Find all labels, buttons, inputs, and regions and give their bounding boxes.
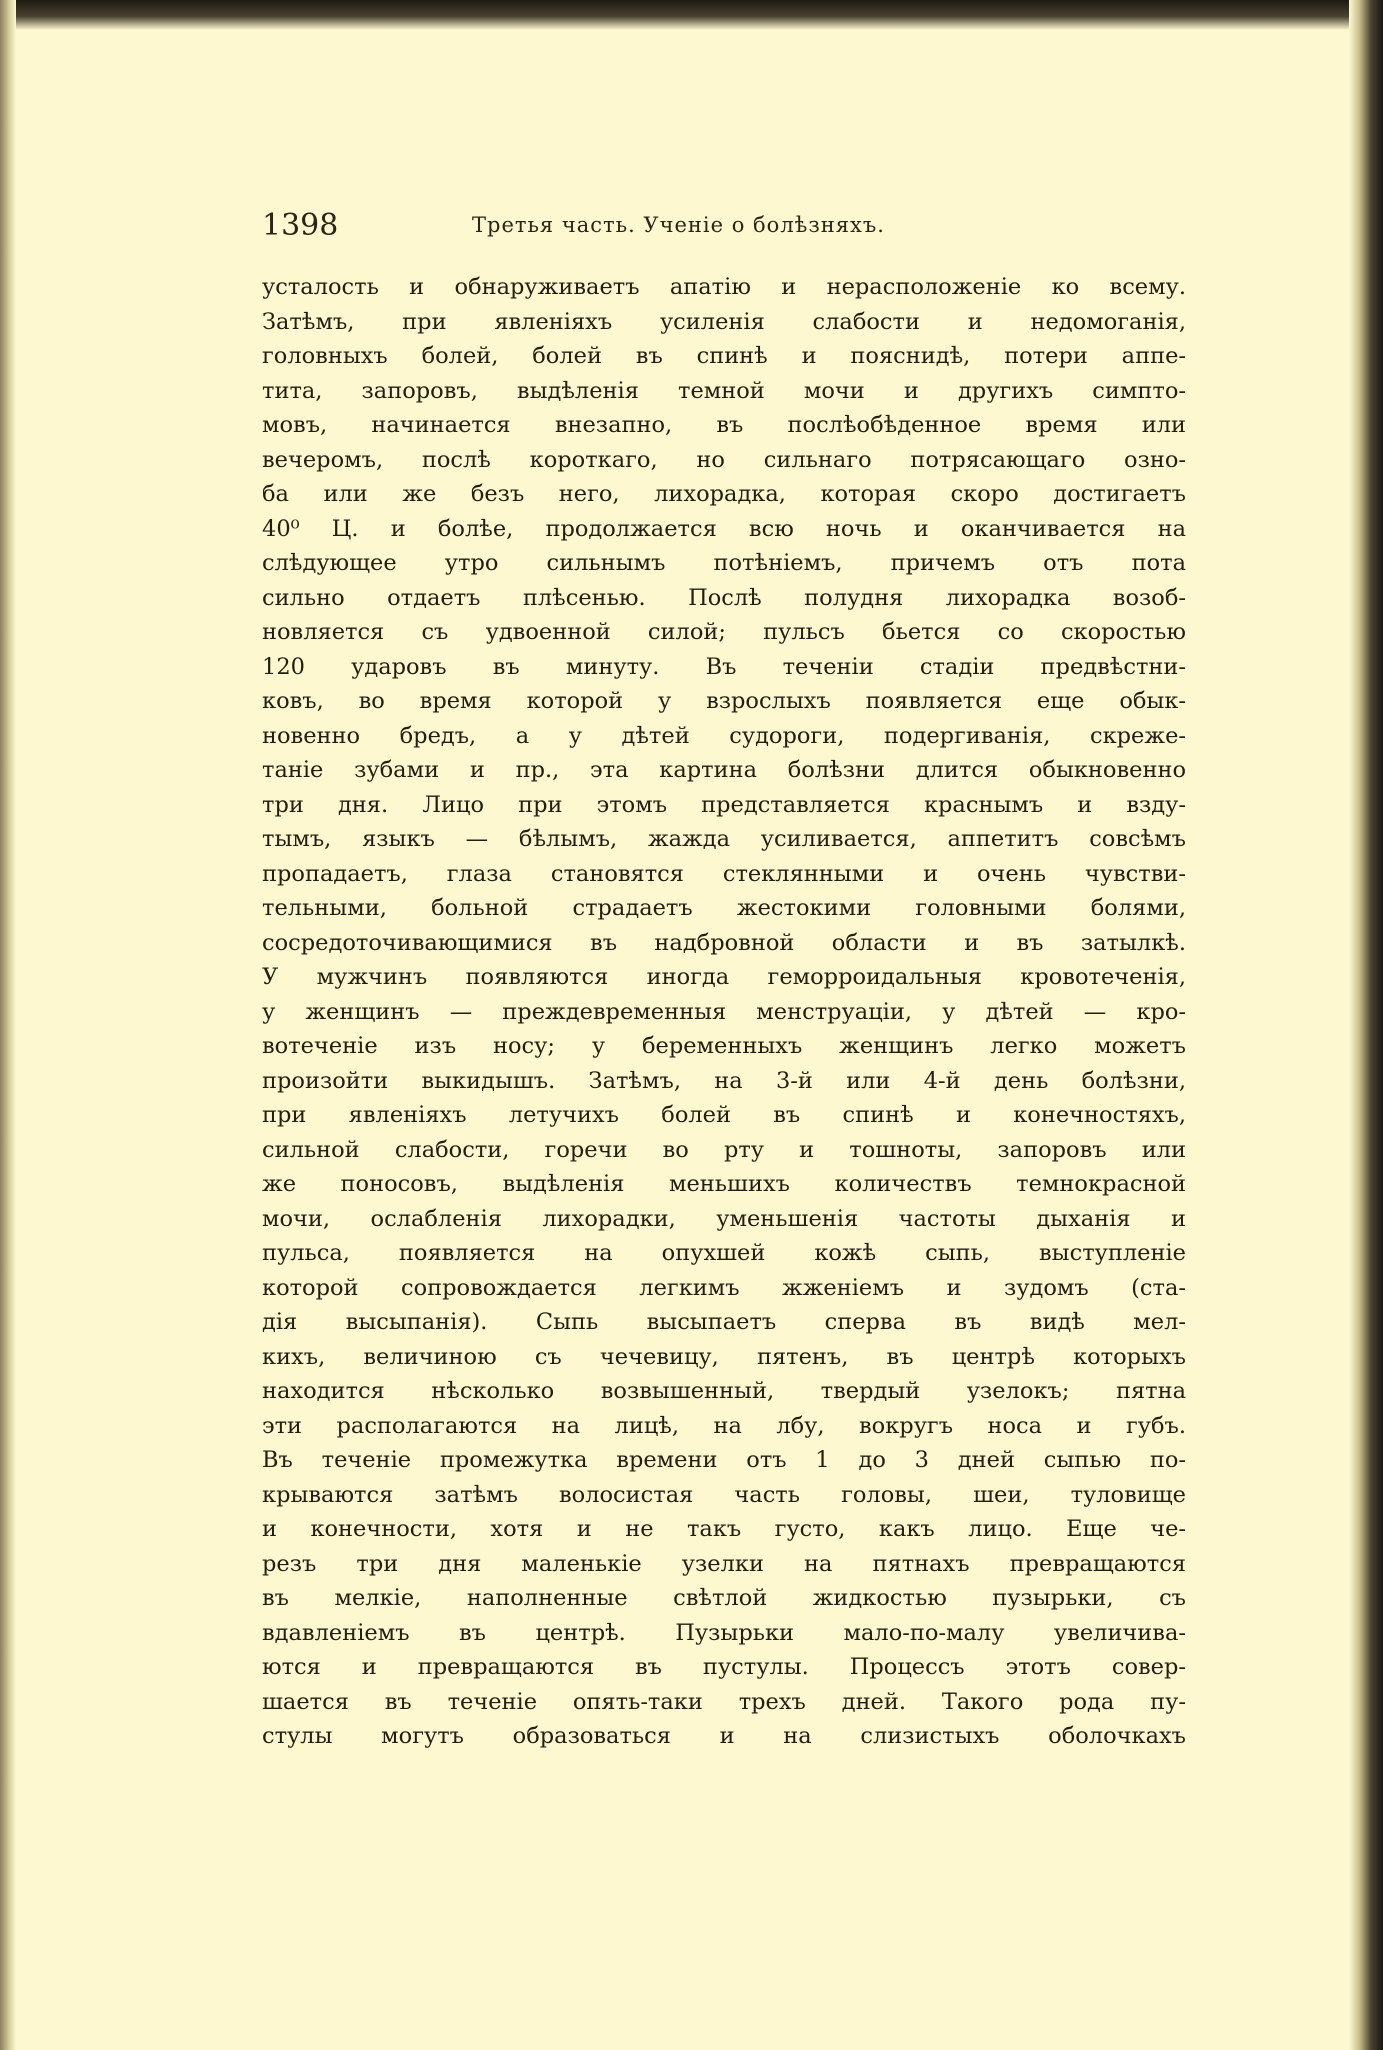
text-line: 40⁰ Ц. и болѣе, продолжается всю ночь и оканчивается на [262, 515, 1186, 542]
text-line: резъ три дня маленькіе узелки на пятнахъ превращаются [262, 1550, 1186, 1577]
scan-left-edge [0, 0, 16, 2050]
text-line: которой сопровождается легкимъ жженіемъ и зудомъ (ста- [262, 1274, 1186, 1301]
body-text [262, 270, 1186, 1754]
text-line: эти располагаются на лицѣ, на лбу, вокругъ носа и губъ. [262, 1412, 1186, 1439]
text-line: таніе зубами и пр., эта картина болѣзни длится обыкновенно [262, 757, 1186, 783]
text-line: ются и превращаются въ пустулы. Процессъ этотъ совер- [262, 1654, 1186, 1680]
text-line: же поносовъ, выдѣленія меньшихъ количествъ темнокрасной [262, 1171, 1186, 1197]
text-line: произойти выкидышъ. Затѣмъ, на 3-й или 4-й день болѣзни, [262, 1067, 1186, 1094]
text-line: сосредоточивающимися въ надбровной области и въ затылкѣ. [262, 929, 1186, 956]
text-line: пропадаетъ, глаза становятся стеклянными и очень чувстви- [262, 860, 1186, 887]
text-line: новенно бредъ, а у дѣтей судороги, подергиванія, скреже- [262, 722, 1186, 749]
page-header [262, 205, 982, 245]
scan-top-shadow [0, 0, 1383, 30]
text-line: мочи, ослабленія лихорадки, уменьшенія частоты дыханія и [262, 1205, 1186, 1232]
text-line: У мужчинъ появляются иногда геморроидальныя кровотеченія, [262, 964, 1186, 990]
text-line: кихъ, величиною съ чечевицу, пятенъ, въ центрѣ которыхъ [262, 1343, 1186, 1370]
text-line: головныхъ болей, болей въ спинѣ и пояснидѣ, потери аппе- [262, 343, 1186, 369]
running-head: Третья часть. Ученіе о болѣзняхъ. [472, 213, 885, 237]
text-line: дія высыпанія). Сыпь высыпаетъ сперва въ видѣ мел- [262, 1309, 1186, 1335]
text-line: тита, запоровъ, выдѣленія темной мочи и другихъ симпто- [262, 377, 1186, 404]
text-line: стулы могутъ образоваться и на слизистыхъ оболочкахъ [262, 1723, 1186, 1749]
text-line: Въ теченіе промежутка времени отъ 1 до 3 дней сыпью по- [262, 1447, 1186, 1473]
text-line: шается въ теченіе опять-таки трехъ дней. Такого рода пу- [262, 1688, 1186, 1715]
text-line: у женщинъ — преждевременныя менструаціи, у дѣтей — кро- [262, 998, 1186, 1025]
text-line: три дня. Лицо при этомъ представляется краснымъ и взду- [262, 791, 1186, 818]
text-line: ковъ, во время которой у взрослыхъ появляется еще обык- [262, 688, 1186, 714]
text-line: Затѣмъ, при явленіяхъ усиленія слабости и недомоганія, [262, 308, 1186, 335]
text-line: крываются затѣмъ волосистая часть головы, шеи, туловище [262, 1481, 1186, 1508]
text-line: 120 ударовъ въ минуту. Въ теченіи стадіи предвѣстни- [262, 653, 1186, 680]
text-line: сильно отдаетъ плѣсенью. Послѣ полудня лихорадка возоб- [262, 584, 1186, 611]
text-line: сильной слабости, горечи во рту и тошноты, запоровъ или [262, 1136, 1186, 1163]
text-line: тымъ, языкъ — бѣлымъ, жажда усиливается, аппетитъ совсѣмъ [262, 826, 1186, 852]
text-line: находится нѣсколько возвышенный, твердый узелокъ; пятна [262, 1378, 1186, 1404]
text-line: мовъ, начинается внезапно, въ послѣобѣденное время или [262, 412, 1186, 438]
text-line: вотеченіе изъ носу; у беременныхъ женщинъ легко можетъ [262, 1033, 1186, 1059]
scan-right-edge [1349, 0, 1383, 2050]
text-line: новляется съ удвоенной силой; пульсъ бьется со скоростью [262, 619, 1186, 645]
text-line: и конечности, хотя и не такъ густо, какъ лицо. Еще че- [262, 1516, 1186, 1542]
text-line: въ мелкіе, наполненные свѣтлой жидкостью пузырьки, съ [262, 1585, 1186, 1611]
text-line: вдавленіемъ въ центрѣ. Пузырьки мало-по-малу увеличива- [262, 1619, 1186, 1646]
text-line: тельными, больной страдаетъ жестокими головными болями, [262, 895, 1186, 921]
text-line: усталость и обнаруживаетъ апатію и нерасположеніе ко всему. [262, 274, 1186, 300]
text-line: слѣдующее утро сильнымъ потѣніемъ, причемъ отъ пота [262, 550, 1186, 576]
text-line: пульса, появляется на опухшей кожѣ сыпь, выступленіе [262, 1240, 1186, 1266]
text-line: ба или же безъ него, лихорадка, которая скоро достигаетъ [262, 481, 1186, 507]
page-number: 1398 [262, 208, 339, 243]
text-line: при явленіяхъ летучихъ болей въ спинѣ и конечностяхъ, [262, 1102, 1186, 1128]
text-line: вечеромъ, послѣ короткаго, но сильнаго потрясающаго озно- [262, 446, 1186, 473]
